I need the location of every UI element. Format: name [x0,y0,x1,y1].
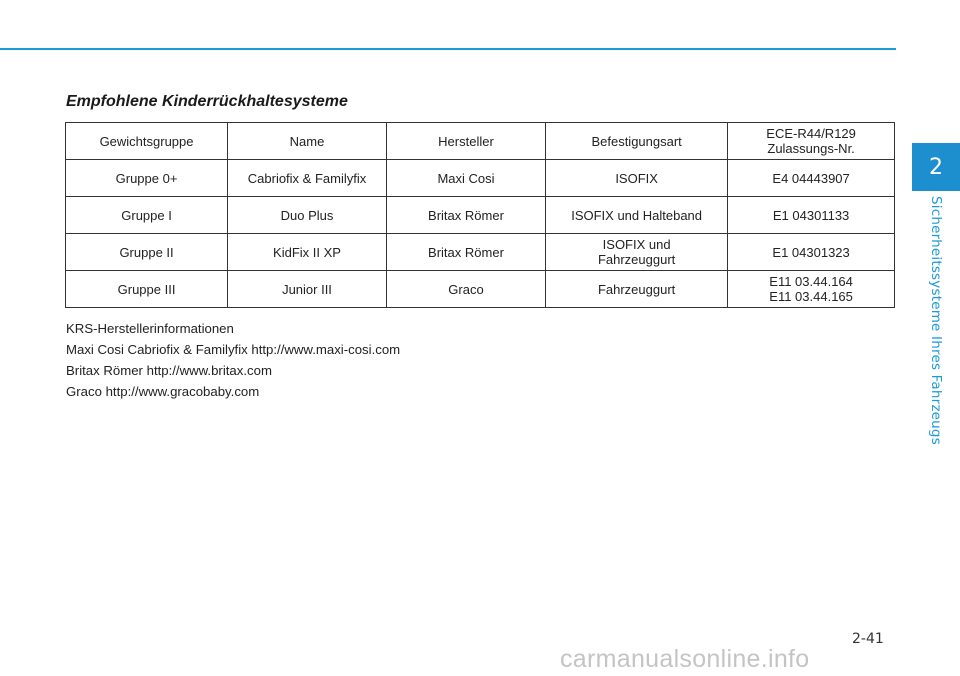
watermark: carmanualsonline.info [560,645,810,673]
child-restraint-table [65,122,895,308]
cell-weight-group: Gruppe III [66,271,228,308]
info-line-britax: Britax Römer http://www.britax.com [66,363,272,378]
cell-name: KidFix II XP [228,234,387,271]
cell-name: Cabriofix & Familyfix [228,160,387,197]
section-title: Empfohlene Kinderrückhaltesysteme [66,93,348,110]
header-rule [0,48,896,50]
cell-weight-group: Gruppe II [66,234,228,271]
cell-approval-number: E1 04301133 [728,197,895,234]
cell-weight-group: Gruppe I [66,197,228,234]
info-line-maxi-cosi: Maxi Cosi Cabriofix & Familyfix http://www.maxi-cosi.com [66,342,401,357]
info-line-graco: Graco http://www.gracobaby.com [66,384,260,399]
info-heading: KRS-Herstellerinformationen [66,321,234,336]
manufacturer-info [66,319,400,403]
cell-manufacturer: Graco [386,271,545,308]
cell-mounting-type: ISOFIX [546,160,728,197]
table-header-row [66,123,895,160]
header-weight-group: Gewichtsgruppe [66,123,228,160]
cell-manufacturer: Britax Römer [386,234,545,271]
cell-mounting-type: Fahrzeuggurt [546,271,728,308]
header-manufacturer: Hersteller [386,123,545,160]
header-approval-number: ECE-R44/R129 Zulassungs-Nr. [728,123,895,160]
cell-mounting-type: ISOFIX und Fahrzeuggurt [546,234,728,271]
chapter-number-tab [912,143,960,191]
chapter-title: Sicherheitssysteme Ihres Fahrzeugs [928,196,944,445]
header-mounting-type: Befestigungsart [546,123,728,160]
chapter-number: 2 [929,154,943,180]
cell-manufacturer: Maxi Cosi [386,160,545,197]
cell-approval-number: E4 04443907 [728,160,895,197]
cell-name: Junior III [228,271,387,308]
table-row [66,271,895,308]
cell-manufacturer: Britax Römer [386,197,545,234]
table-row [66,197,895,234]
cell-weight-group: Gruppe 0+ [66,160,228,197]
header-name: Name [228,123,387,160]
cell-approval-number: E1 04301323 [728,234,895,271]
cell-mounting-type: ISOFIX und Halteband [546,197,728,234]
cell-name: Duo Plus [228,197,387,234]
page-number: 2-41 [852,631,884,647]
table-row [66,160,895,197]
cell-approval-number: E11 03.44.164 E11 03.44.165 [728,271,895,308]
table-row [66,234,895,271]
